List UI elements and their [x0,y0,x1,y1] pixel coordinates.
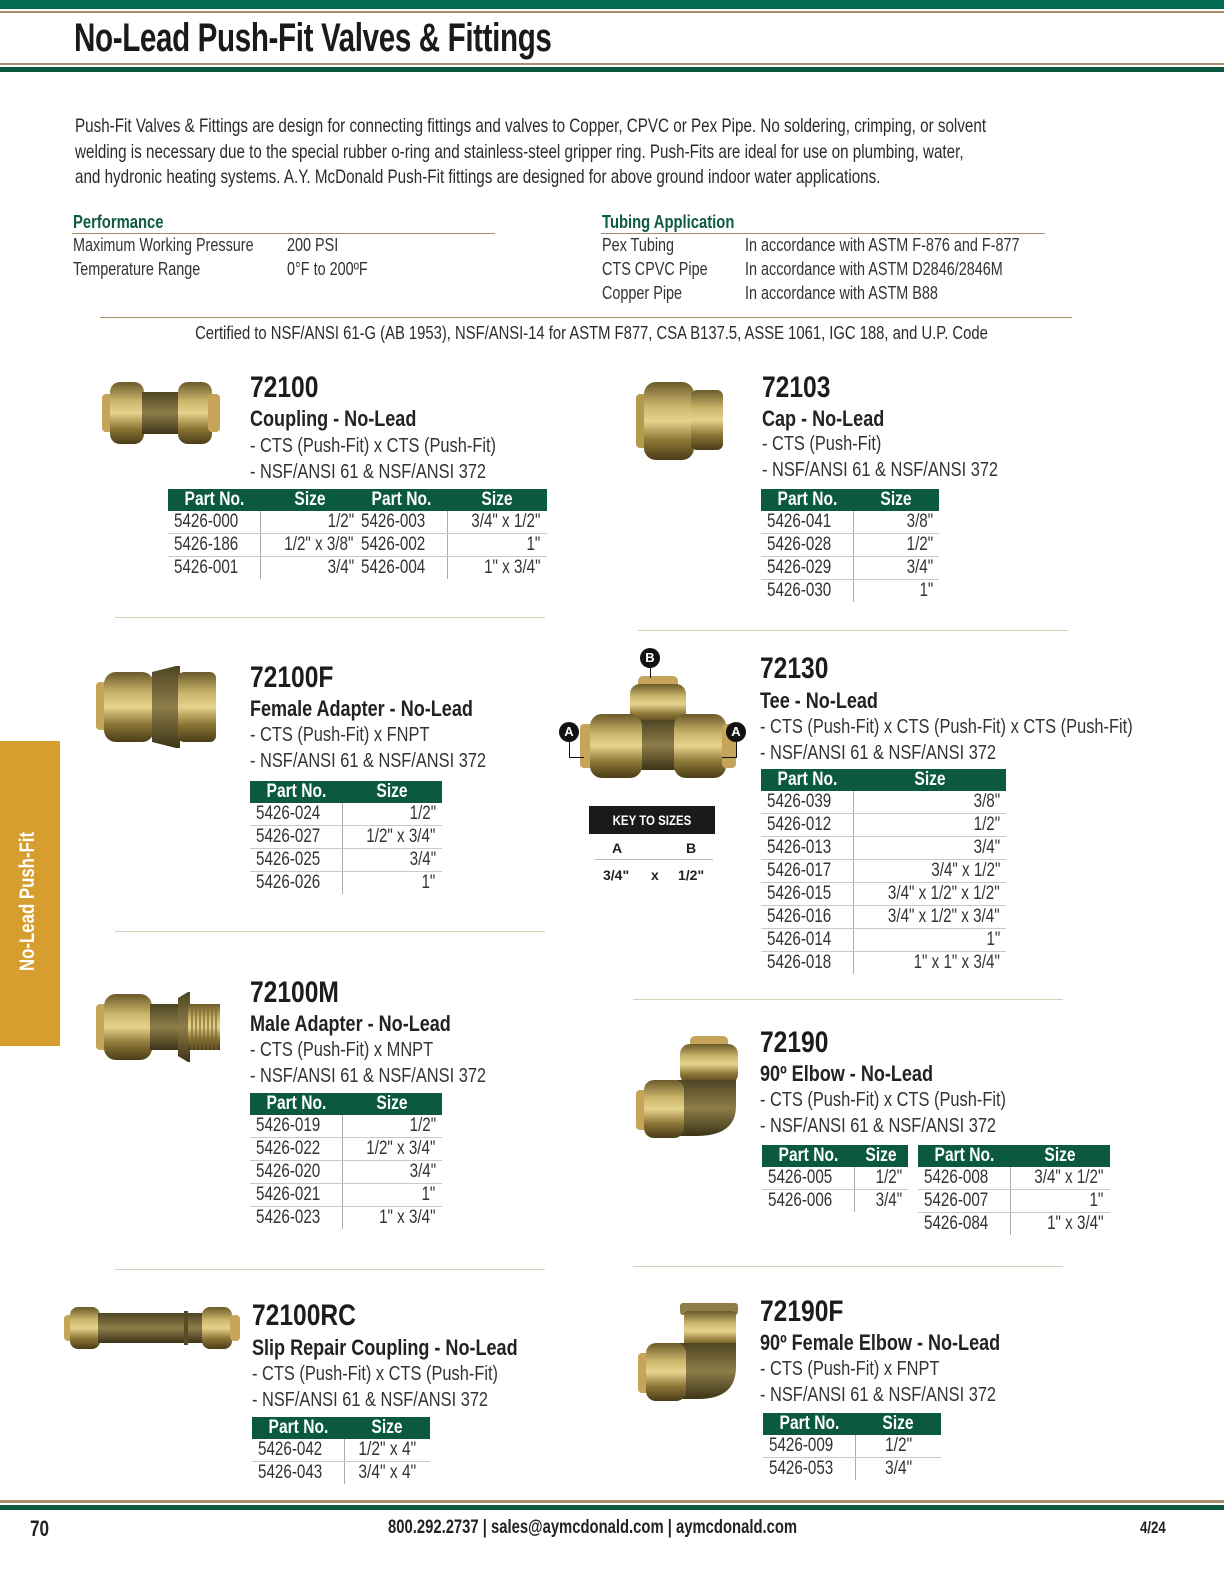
col-part: Part No. [250,1093,343,1115]
col-part: Part No. [761,489,854,511]
product-name: 90º Elbow - No-Lead [760,1061,933,1086]
tubing-value: In accordance with ASTM B88 [745,283,938,303]
product-number: 72100F [250,661,334,694]
col-size: Size [345,1417,430,1439]
col-size: Size [448,489,547,511]
callout-a-left-hline [569,757,584,758]
key-x: x [651,867,659,883]
product-connection: - CTS (Push-Fit) x CTS (Push-Fit) [252,1362,499,1385]
product-connection: - CTS (Push-Fit) x CTS (Push-Fit) x CTS (Push-Fit) [760,715,1133,738]
table-row: 5426-043 3/4" x 4" [252,1462,430,1485]
product-connection: - CTS (Push-Fit) x CTS (Push-Fit) [760,1088,1007,1111]
performance-rule [72,233,495,234]
col-size: Size [854,769,1006,791]
performance-heading: Performance [73,211,164,232]
product-name: 90º Female Elbow - No-Lead [760,1330,1001,1355]
table-row: 5426-042 1/2" x 4" [252,1439,430,1462]
table-row: 5426-023 1" x 3/4" [250,1207,442,1230]
table-row: 5426-019 1/2" [250,1115,442,1138]
col-size: Size [343,1093,442,1115]
product-certification: - NSF/ANSI 61 & NSF/ANSI 372 [252,1388,489,1411]
table-row: 5426-006 3/4" [762,1190,908,1213]
male-adapter-image [96,990,224,1064]
header-bottom-rule [0,63,1224,65]
footer-contact[interactable]: 800.292.2737 | sales@aymcdonald.com | aymcdonald.com [388,1517,798,1538]
side-tab-label: No-Lead Push-Fit [16,831,39,971]
table-row: 5426-013 3/4" [761,837,1006,860]
callout-a-right-line [736,742,737,757]
footer-date: 4/24 [1140,1518,1166,1537]
product-number: 72103 [762,371,831,404]
col-part: Part No. [763,1413,856,1435]
parts-table [761,489,939,602]
col-part: Part No. [762,1145,855,1167]
table-row: 5426-021 1" [250,1184,442,1207]
female-elbow-image [638,1303,742,1403]
intro-paragraph [75,114,1135,191]
intro-line: Push-Fit Valves & Fittings are design for connecting fittings and valves to Copper, CPVC or Pex Pipe. No soldering, crimping, or solvent [75,115,987,137]
page-title: No-Lead Push-Fit Valves & Fittings [74,16,552,60]
table-row: 5426-001 3/4" [168,557,360,580]
tubing-rule [601,233,1045,234]
col-part: Part No. [355,489,448,511]
slip-repair-coupling-image [64,1305,240,1351]
col-size: Size [854,489,939,511]
header-top-bar [0,0,1224,9]
table-row: 5426-018 1" x 1" x 3/4" [761,952,1006,975]
table-row: 5426-024 1/2" [250,803,442,826]
parts-table [762,1145,908,1212]
product-certification: - NSF/ANSI 61 & NSF/ANSI 372 [250,749,487,772]
table-row: 5426-007 1" [918,1190,1110,1213]
callout-a-right-hline [722,757,737,758]
section-divider [633,1266,1063,1267]
parts-table [355,489,547,579]
header-top-rule [0,11,1224,13]
key-to-sizes-title: KEY TO SIZES [589,806,715,834]
table-row: 5426-009 1/2" [763,1435,941,1458]
section-divider [638,630,1068,631]
table-row: 5426-028 1/2" [761,534,939,557]
table-row: 5426-053 3/4" [763,1458,941,1481]
key-val-b: 1/2" [678,867,705,883]
table-row: 5426-186 1/2" x 3/8" [168,534,360,557]
product-name: Male Adapter - No-Lead [250,1011,451,1036]
section-divider [115,931,545,932]
product-number: 72130 [760,652,829,685]
table-row: 5426-000 1/2" [168,511,360,534]
tubing-row: Pex Tubing [602,235,675,255]
table-row: 5426-015 3/4" x 1/2" x 1/2" [761,883,1006,906]
col-part: Part No. [918,1145,1011,1167]
tubing-value: In accordance with ASTM D2846/2846M [745,259,1003,279]
product-name: Female Adapter - No-Lead [250,696,473,721]
footer-rule [0,1500,1224,1503]
key-val-a: 3/4" [603,867,630,883]
product-number: 72190F [760,1295,844,1328]
product-number: 72100M [250,976,339,1009]
performance-row: Temperature Range [73,259,201,279]
table-row: 5426-016 3/4" x 1/2" x 3/4" [761,906,1006,929]
table-row: 5426-022 1/2" x 3/4" [250,1138,442,1161]
page-number: 70 [30,1516,50,1541]
parts-table [763,1413,941,1480]
key-col-a: A [612,840,623,856]
product-name: Coupling - No-Lead [250,406,417,431]
tubing-row: CTS CPVC Pipe [602,259,708,279]
col-part: Part No. [168,489,261,511]
callout-a-right: A [726,722,746,742]
parts-table [918,1145,1110,1235]
product-number: 72100RC [252,1299,356,1332]
intro-line: welding is necessary due to the special rubber o-ring and stainless-steel gripper ring. Push-Fits are ideal for use on plumbing, water, [75,140,964,163]
col-size: Size [855,1145,908,1167]
product-certification: - NSF/ANSI 61 & NSF/ANSI 372 [760,1114,997,1137]
table-row: 5426-017 3/4" x 1/2" [761,860,1006,883]
table-row: 5426-020 3/4" [250,1161,442,1184]
product-number: 72190 [760,1026,829,1059]
table-row: 5426-004 1" x 3/4" [355,557,547,580]
product-connection: - CTS (Push-Fit) x FNPT [250,723,430,746]
key-rule [595,859,713,860]
table-row: 5426-003 3/4" x 1/2" [355,511,547,534]
elbow-image [636,1036,740,1140]
table-row: 5426-027 1/2" x 3/4" [250,826,442,849]
section-divider [115,617,545,618]
key-col-b: B [686,840,697,856]
cap-image [636,378,726,463]
section-side-tab [0,741,60,1046]
product-connection: - CTS (Push-Fit) x MNPT [250,1038,434,1061]
col-size: Size [1011,1145,1110,1167]
coupling-image [100,378,222,448]
product-name: Cap - No-Lead [762,406,885,431]
parts-table [168,489,360,579]
table-row: 5426-030 1" [761,580,939,603]
product-connection: - CTS (Push-Fit) x FNPT [760,1357,940,1380]
parts-table [250,1093,442,1229]
section-divider [115,1269,545,1270]
callout-b: B [640,648,660,668]
product-number: 72100 [250,371,319,404]
table-row: 5426-025 3/4" [250,849,442,872]
parts-table [761,769,1006,974]
tubing-row: Copper Pipe [602,283,683,303]
callout-b-line [650,668,651,678]
table-row: 5426-029 3/4" [761,557,939,580]
callout-a-left-line [569,742,570,757]
table-row: 5426-012 1/2" [761,814,1006,837]
parts-table [252,1417,430,1484]
product-certification: - NSF/ANSI 61 & NSF/ANSI 372 [250,460,487,483]
table-row: 5426-026 1" [250,872,442,895]
product-certification: - NSF/ANSI 61 & NSF/ANSI 372 [760,741,997,764]
performance-value: 0°F to 200ºF [287,259,368,279]
table-row: 5426-039 3/8" [761,791,1006,814]
col-size: Size [261,489,360,511]
product-certification: - NSF/ANSI 61 & NSF/ANSI 372 [762,458,999,481]
product-certification: - NSF/ANSI 61 & NSF/ANSI 372 [760,1383,997,1406]
performance-value: 200 PSI [287,235,339,255]
section-divider [633,999,1063,1000]
col-part: Part No. [761,769,854,791]
footer-bar [0,1505,1224,1510]
table-row: 5426-002 1" [355,534,547,557]
product-certification: - NSF/ANSI 61 & NSF/ANSI 372 [250,1064,487,1087]
intro-line: and hydronic heating systems. A.Y. McDonald Push-Fit fittings are designed for above ground indoor water applications. [75,166,881,188]
parts-table [250,781,442,894]
product-connection: - CTS (Push-Fit) [762,432,882,455]
header-bottom-bar [0,67,1224,72]
table-row: 5426-014 1" [761,929,1006,952]
product-name: Tee - No-Lead [760,688,878,713]
certification-rule [100,317,1072,318]
table-row: 5426-008 3/4" x 1/2" [918,1167,1110,1190]
tubing-value: In accordance with ASTM F-876 and F-877 [745,235,1020,255]
col-part: Part No. [252,1417,345,1439]
tubing-heading: Tubing Application [602,211,735,232]
tee-image [580,676,736,786]
col-size: Size [343,781,442,803]
col-size: Size [856,1413,941,1435]
callout-a-left: A [559,722,579,742]
table-row: 5426-084 1" x 3/4" [918,1213,1110,1236]
performance-row: Maximum Working Pressure [73,235,254,255]
product-name: Slip Repair Coupling - No-Lead [252,1335,518,1360]
female-adapter-image [96,666,220,748]
product-connection: - CTS (Push-Fit) x CTS (Push-Fit) [250,434,497,457]
certification-text: Certified to NSF/ANSI 61-G (AB 1953), NSF/ANSI-14 for ASTM F877, CSA B137.5, ASSE 1061, IGC 188, and U.P. Code [194,322,988,343]
table-row: 5426-005 1/2" [762,1167,908,1190]
table-row: 5426-041 3/8" [761,511,939,534]
col-part: Part No. [250,781,343,803]
